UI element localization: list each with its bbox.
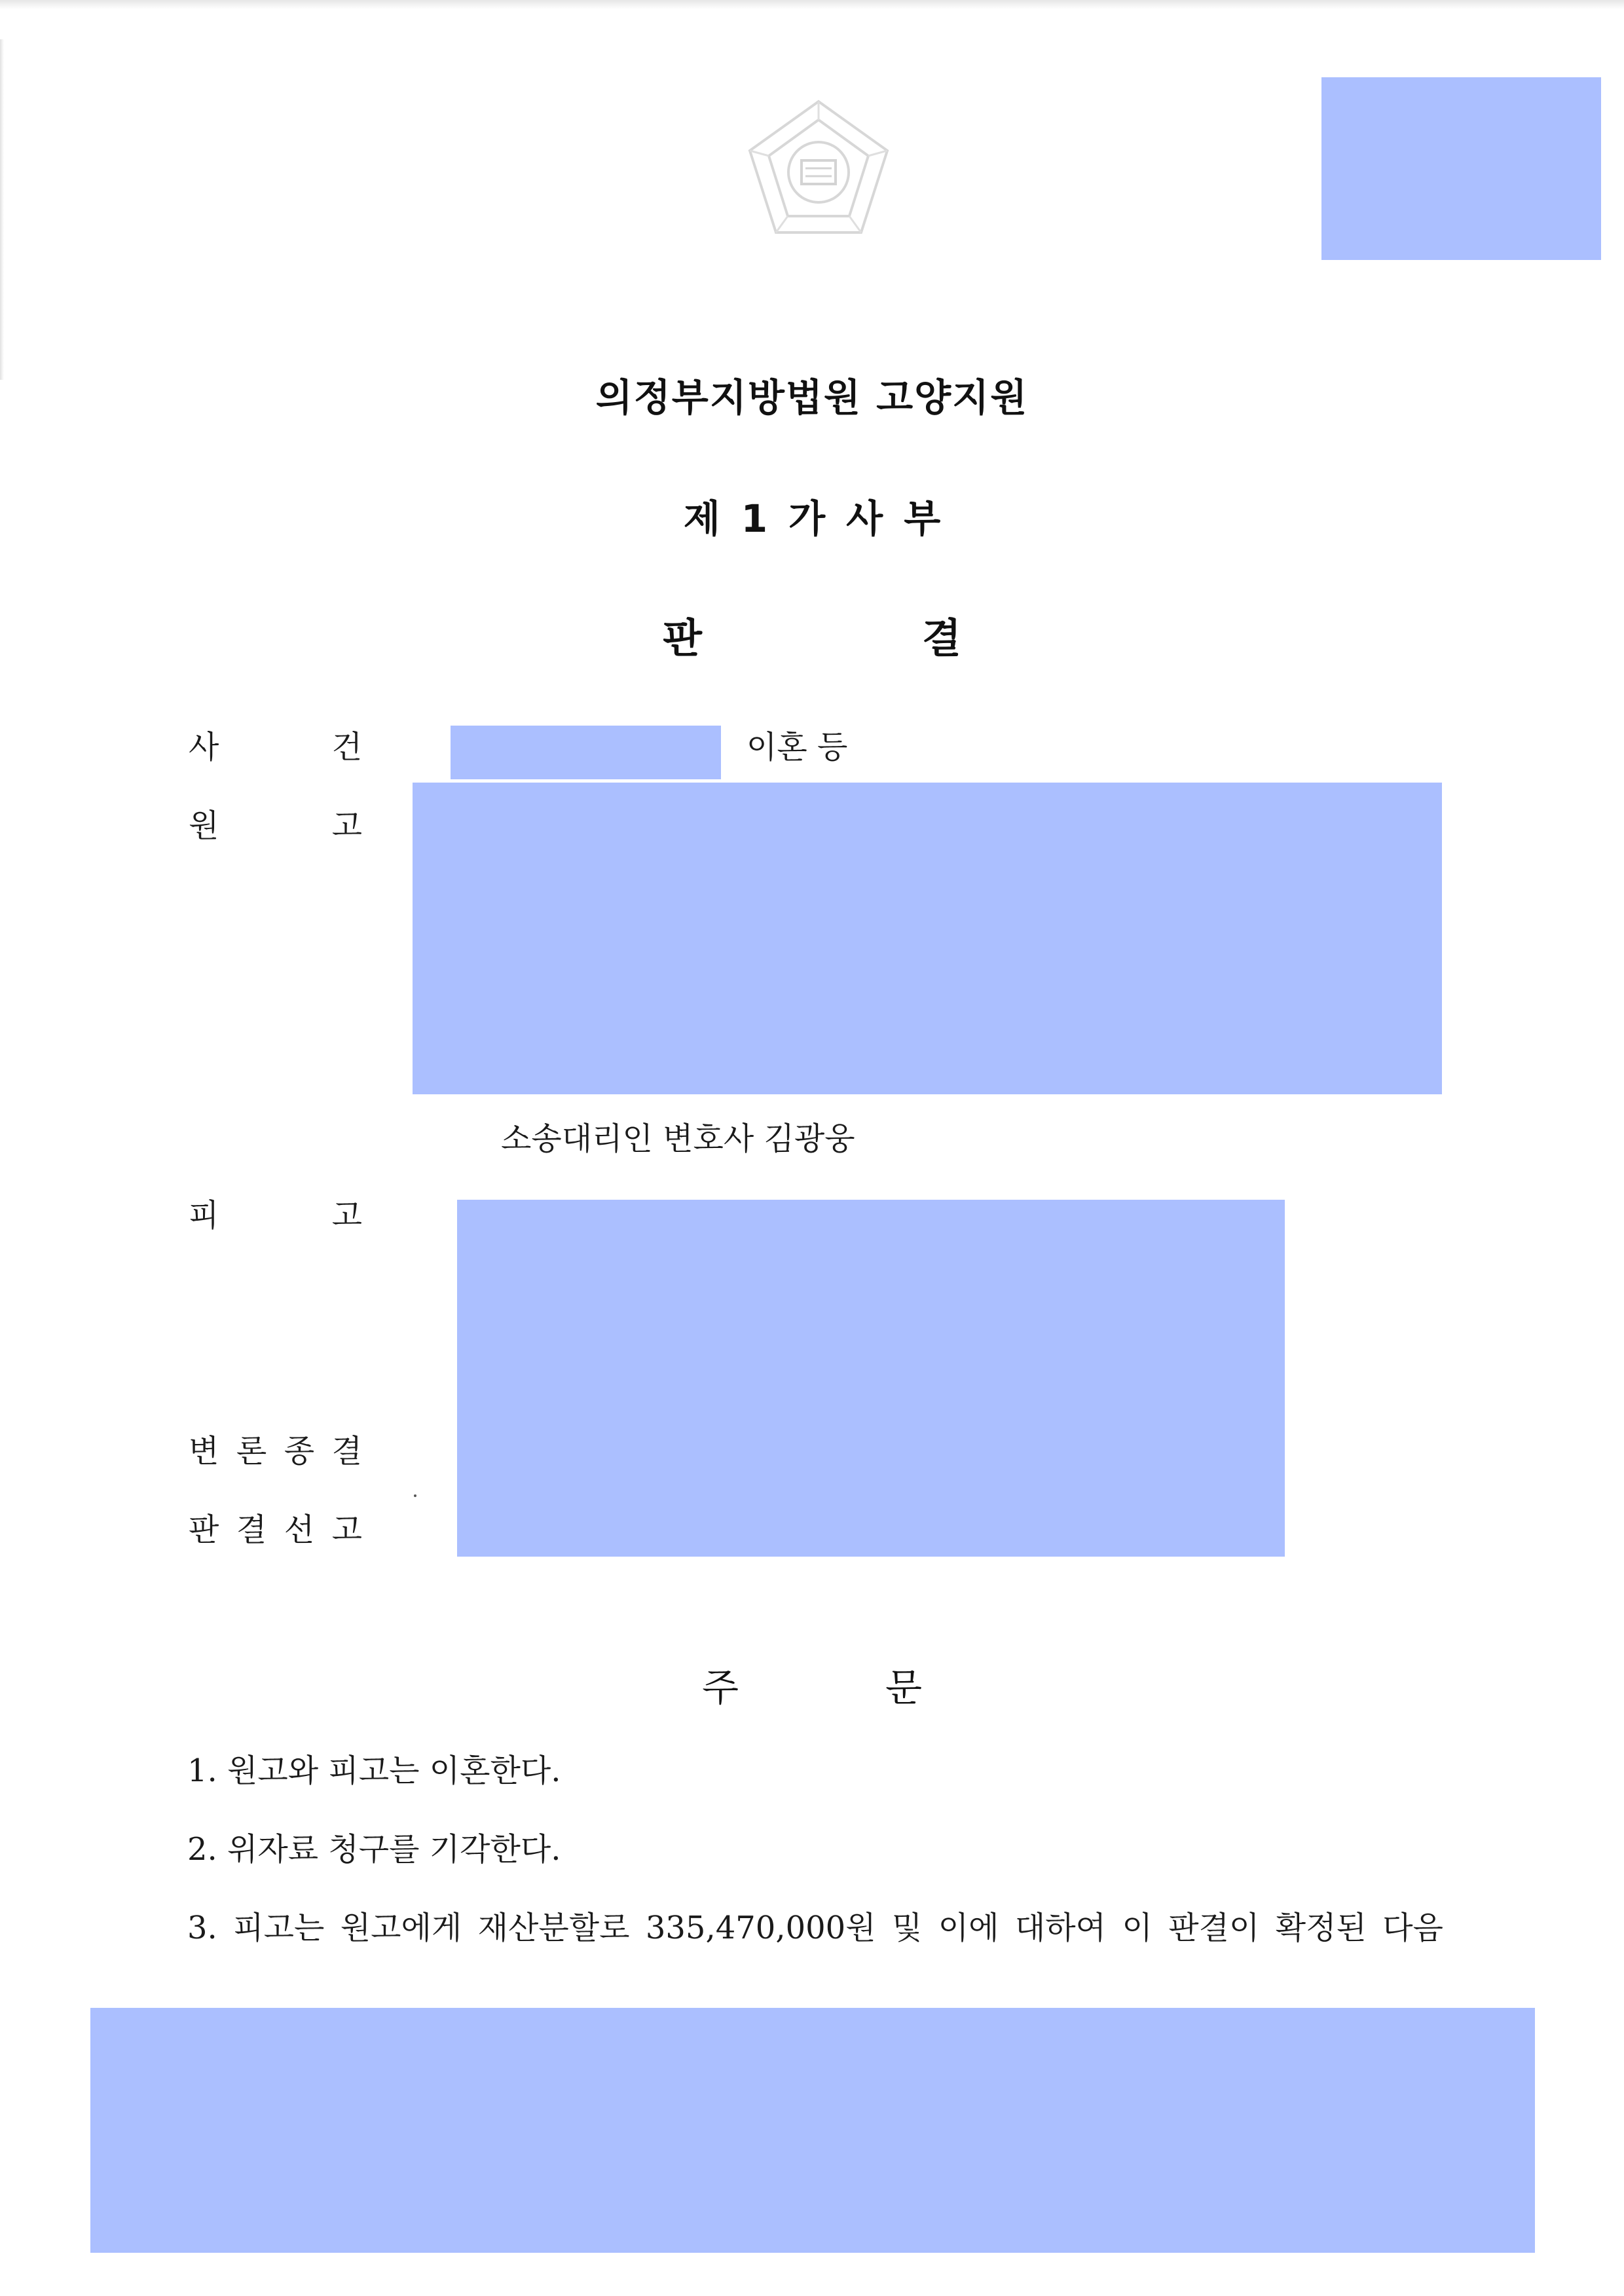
case-label: 사 건 (189, 729, 362, 766)
redaction-top-right (1321, 77, 1601, 260)
redaction-defendant-and-dates (457, 1200, 1285, 1557)
order-heading: 주 문 (701, 1665, 923, 1710)
order-item-2: 2. 위자료 청구를 기각한다. (187, 1831, 561, 1868)
division-title: 제 1 가 사 부 (683, 496, 941, 541)
defendant-label: 피 고 (189, 1197, 362, 1234)
order-item-3: 3. 피고는 원고에게 재산분할로 335,470,000원 및 이에 대하여 이 판결이 확정된 다음 (187, 1910, 1443, 1946)
plaintiff-label: 원 고 (189, 807, 362, 844)
hearing-closed-label: 변 론 종 결 (189, 1433, 362, 1470)
redaction-plaintiff-info (413, 783, 1442, 1094)
plaintiff-representative: 소송대리인 변호사 김광웅 (501, 1120, 855, 1157)
scan-edge-left (0, 39, 4, 380)
judgment-pronounced-label: 판 결 선 고 (189, 1511, 362, 1548)
order-item-1: 1. 원고와 피고는 이혼한다. (187, 1752, 561, 1789)
case-value: 이혼 등 (747, 729, 848, 766)
verdict-title: 판 결 (663, 614, 961, 662)
court-seal-icon (740, 95, 897, 246)
scan-speck (414, 1494, 416, 1497)
court-name: 의정부지방법원 고양지원 (595, 375, 1029, 420)
redaction-case-number (451, 726, 721, 779)
scan-edge-top (0, 0, 1624, 9)
redaction-bottom (90, 2008, 1535, 2253)
